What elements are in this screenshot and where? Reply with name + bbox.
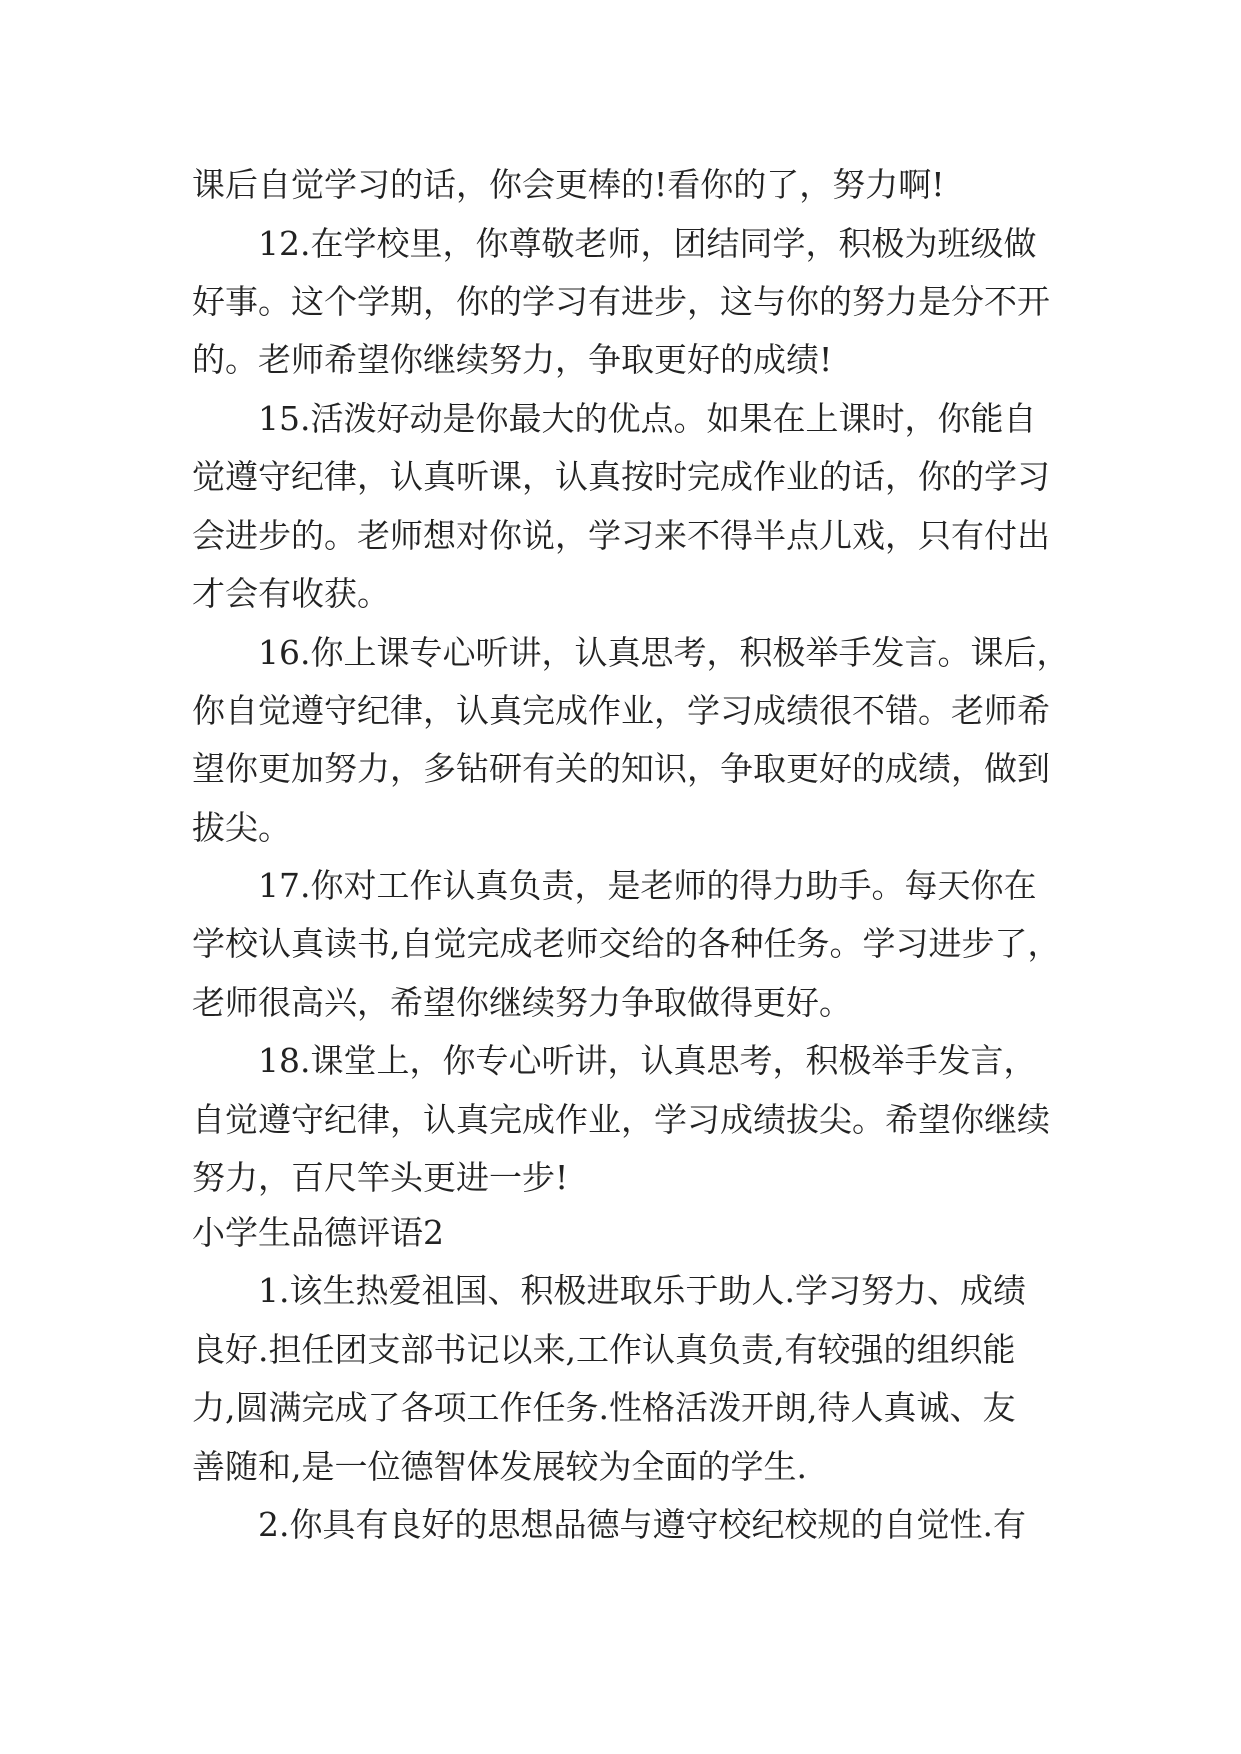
text-line [0,572,1241,616]
line-text: 17.你对工作认真负责，是老师的得力助手。每天你在 [258,866,1037,905]
text-line [0,280,1241,324]
text-line [0,1386,1241,1430]
line-text: 老师很高兴，希望你继续努力争取做得更好。 [192,983,852,1022]
line-text: 良好.担任团支部书记以来,工作认真负责,有较强的组织能 [192,1330,1016,1369]
text-line [0,1503,1241,1547]
section-heading [0,1211,1241,1255]
text-line [0,1269,1241,1313]
text-line [0,1039,1241,1083]
line-text: 16.你上课专心听讲，认真思考，积极举手发言。课后， [258,633,1070,672]
text-line [0,1445,1241,1489]
line-text: 好事。这个学期，你的学习有进步，这与你的努力是分不开 [192,282,1050,321]
text-line [0,864,1241,908]
line-text: 的。老师希望你继续努力，争取更好的成绩! [192,340,833,379]
text-line [0,1156,1241,1200]
line-text: 18.课堂上，你专心听讲，认真思考，积极举手发言， [258,1041,1037,1080]
line-text: 2.你具有良好的思想品德与遵守校纪校规的自觉性.有 [258,1505,1026,1544]
text-line [0,1328,1241,1372]
text-line [0,806,1241,850]
line-text: 你自觉遵守纪律，认真完成作业，学习成绩很不错。老师希 [192,691,1050,730]
line-text: 12.在学校里，你尊敬老师，团结同学，积极为班级做 [258,224,1037,263]
text-line [0,222,1241,266]
text-line [0,922,1241,966]
line-text: 自觉遵守纪律，认真完成作业，学习成绩拔尖。希望你继续 [192,1100,1050,1139]
text-line [0,163,1241,207]
text-line [0,338,1241,382]
line-text: 才会有收获。 [192,574,390,613]
line-text: 学校认真读书,自觉完成老师交给的各种任务。学习进步了， [192,924,1061,963]
text-line [0,981,1241,1025]
text-line [0,1098,1241,1142]
line-text: 望你更加努力，多钻研有关的知识，争取更好的成绩，做到 [192,749,1050,788]
text-line [0,455,1241,499]
line-text: 努力，百尺竿头更进一步! [192,1158,569,1197]
text-line [0,631,1241,675]
line-text: 觉遵守纪律，认真听课，认真按时完成作业的话，你的学习 [192,457,1050,496]
text-line [0,747,1241,791]
text-line [0,397,1241,441]
text-line [0,689,1241,733]
line-text: 会进步的。老师想对你说，学习来不得半点儿戏，只有付出 [192,516,1050,555]
line-text: 力,圆满完成了各项工作任务.性格活泼开朗,待人真诚、友 [192,1388,1016,1427]
line-text: 拔尖。 [192,808,291,847]
line-text: 课后自觉学习的话，你会更棒的!看你的了，努力啊! [192,165,945,204]
line-text: 善随和,是一位德智体发展较为全面的学生. [192,1447,807,1486]
line-text: 1.该生热爱祖国、积极进取乐于助人.学习努力、成绩 [258,1271,1026,1310]
line-text: 15.活泼好动是你最大的优点。如果在上课时，你能自 [258,399,1037,438]
heading-text: 小学生品德评语2 [192,1213,444,1252]
text-line [0,514,1241,558]
